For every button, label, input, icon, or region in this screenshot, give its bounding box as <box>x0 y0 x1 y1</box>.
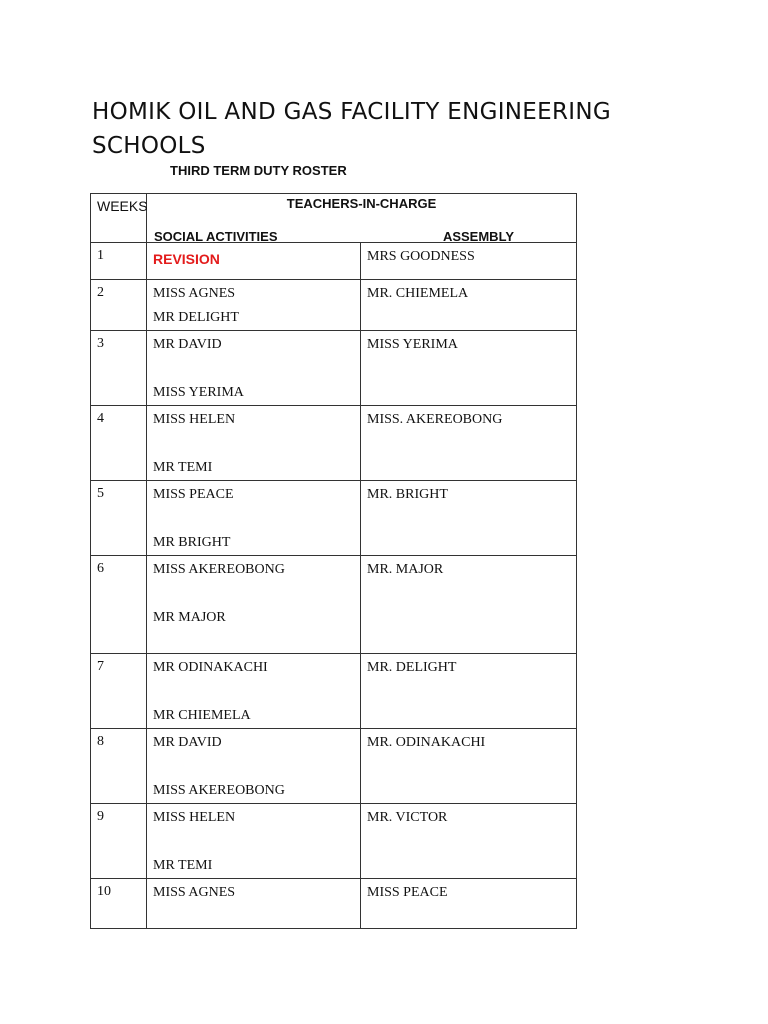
social-teacher-name: MISS YERIMA <box>153 385 244 400</box>
social-activities-cell <box>147 481 361 556</box>
social-teacher-name: MISS HELEN <box>153 412 236 427</box>
social-teacher-name: MR DAVID <box>153 735 222 750</box>
social-activities-cell <box>147 804 361 879</box>
social-teacher-name: MR MAJOR <box>153 610 226 625</box>
social-teacher-name: MISS PEACE <box>153 487 234 502</box>
week-number: 4 <box>91 406 147 481</box>
social-teacher-name: REVISION <box>153 251 220 267</box>
week-number: 7 <box>91 654 147 729</box>
table-row <box>91 654 577 729</box>
assembly-cell <box>361 654 577 729</box>
table-row <box>91 804 577 879</box>
social-teacher-name: MISS AKEREOBONG <box>153 783 285 798</box>
assembly-cell <box>361 243 577 280</box>
social-activities-cell <box>147 556 361 654</box>
assembly-teacher-name: MR. DELIGHT <box>367 660 457 675</box>
header-assembly: ASSEMBLY <box>442 229 514 244</box>
assembly-teacher-name: MISS. AKEREOBONG <box>367 412 503 427</box>
assembly-teacher-name: MRS GOODNESS <box>367 249 475 264</box>
assembly-teacher-name: MR. BRIGHT <box>367 487 448 502</box>
assembly-cell <box>361 481 577 556</box>
week-number: 5 <box>91 481 147 556</box>
social-teacher-name: MR CHIEMELA <box>153 708 251 723</box>
social-activities-cell <box>147 243 361 280</box>
assembly-cell <box>361 406 577 481</box>
week-number: 10 <box>91 879 147 929</box>
duty-roster-table <box>90 193 577 929</box>
week-number: 1 <box>91 243 147 280</box>
social-teacher-name: MR TEMI <box>153 858 213 873</box>
assembly-cell <box>361 879 577 929</box>
week-number: 9 <box>91 804 147 879</box>
document-title: HOMIK OIL AND GAS FACILITY ENGINEERING SCHOOLS <box>92 99 611 159</box>
header-social-activities: SOCIAL ACTIVITIES <box>154 229 278 244</box>
document-subtitle: THIRD TERM DUTY ROSTER <box>170 163 347 178</box>
week-number: 6 <box>91 556 147 654</box>
assembly-cell <box>361 804 577 879</box>
assembly-teacher-name: MR. MAJOR <box>367 562 444 577</box>
table-row <box>91 879 577 929</box>
week-number: 3 <box>91 331 147 406</box>
assembly-teacher-name: MR. CHIEMELA <box>367 286 469 301</box>
social-teacher-name: MR ODINAKACHI <box>153 660 268 675</box>
table-row <box>91 406 577 481</box>
assembly-cell <box>361 331 577 406</box>
table-row <box>91 729 577 804</box>
social-teacher-name: MISS HELEN <box>153 810 236 825</box>
table-row <box>91 243 577 280</box>
header-teachers-in-charge: TEACHERS-IN-CHARGE <box>286 196 437 211</box>
assembly-teacher-name: MISS YERIMA <box>367 337 458 352</box>
assembly-teacher-name: MR. VICTOR <box>367 810 448 825</box>
social-teacher-name: MR DELIGHT <box>153 310 239 325</box>
header-teachers <box>147 194 577 243</box>
table-header-row <box>91 194 577 243</box>
header-weeks: WEEKS <box>91 194 147 243</box>
social-teacher-name: MR TEMI <box>153 460 213 475</box>
assembly-cell <box>361 556 577 654</box>
social-teacher-name: MISS AGNES <box>153 885 236 900</box>
social-activities-cell <box>147 729 361 804</box>
assembly-cell <box>361 729 577 804</box>
week-number: 2 <box>91 280 147 331</box>
table-row <box>91 331 577 406</box>
social-activities-cell <box>147 331 361 406</box>
social-activities-cell <box>147 879 361 929</box>
assembly-cell <box>361 280 577 331</box>
social-teacher-name: MISS AKEREOBONG <box>153 562 285 577</box>
social-teacher-name: MISS AGNES <box>153 286 236 301</box>
social-activities-cell <box>147 654 361 729</box>
table-row <box>91 481 577 556</box>
week-number: 8 <box>91 729 147 804</box>
social-activities-cell <box>147 406 361 481</box>
table-row <box>91 556 577 654</box>
social-teacher-name: MR BRIGHT <box>153 535 231 550</box>
social-activities-cell <box>147 280 361 331</box>
assembly-teacher-name: MISS PEACE <box>367 885 448 900</box>
social-teacher-name: MR DAVID <box>153 337 222 352</box>
assembly-teacher-name: MR. ODINAKACHI <box>367 735 486 750</box>
table-row <box>91 280 577 331</box>
